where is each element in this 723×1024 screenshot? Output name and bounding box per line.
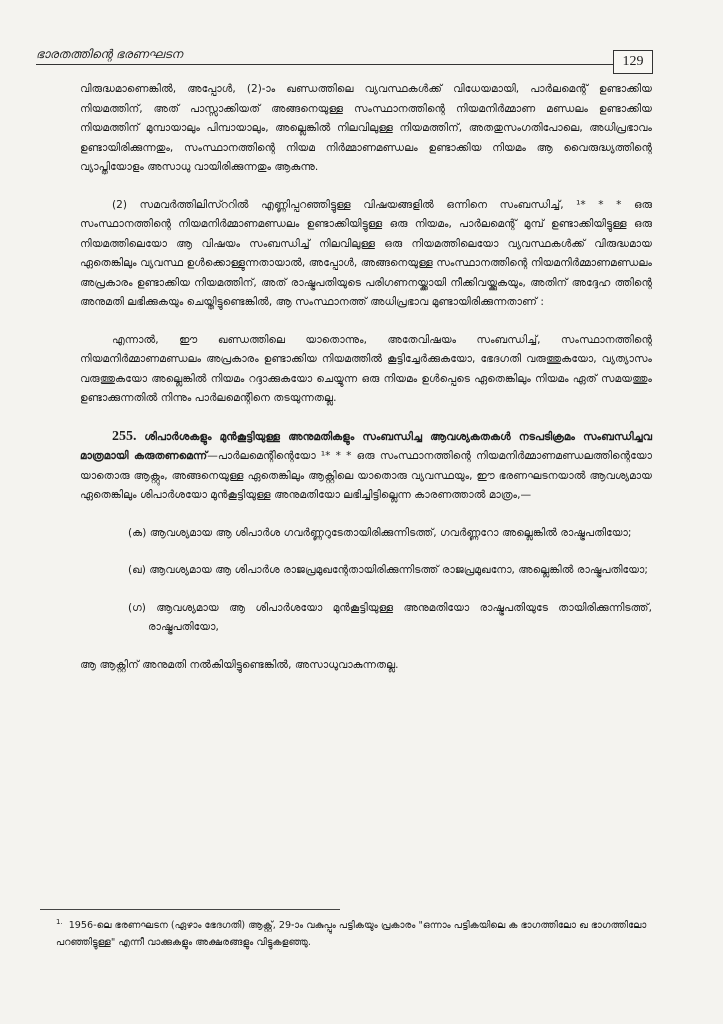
footnote — [56, 914, 654, 951]
condition-label: (ഖ) — [128, 564, 146, 576]
condition-text: ആവശ്യമായ ആ ശിപാർശ ഗവർണ്ണറുടേതായിരിക്കുന്നിടത്ത്, ഗവർണ്ണറോ അല്ലെങ്കിൽ രാഷ്ട്രപതിയോ; — [149, 526, 632, 539]
article-number: 255. — [112, 428, 137, 444]
proviso-paragraph: എന്നാൽ, ഈ ഖണ്ഡത്തിലെ യാതൊന്നും, അതേവിഷയം സംബന്ധിച്ച്, സംസ്ഥാനത്തിന്റെ നിയമനിർമ്മാണമണ്ഡലം അപ്രകാരം ഉണ്ടാക്കിയ നിയമത്തിൽ കൂട്ടിച്ചേർക്കുകയോ, ഭേദഗതി വരുത്തുകയോ, വ്യത്യാസം വരുത്തുകയോ അല്ലെങ്കിൽ നിയമം റദ്ദാക്കുകയോ ചെയ്യുന്ന ഒരു നിയമം ഉൾപ്പെടെ ഏതെങ്കിലും നിയമം ഏത് സമയത്തും ഉണ്ടാക്കുന്നതിൽ നിന്നും പാർലമെന്റിനെ തടയുന്നതല്ല. — [80, 333, 652, 404]
footnote-marker: 1. — [56, 918, 63, 926]
clause-2-text: സമവർത്തിലിസ്ററിൽ എണ്ണിപ്പറഞ്ഞിട്ടുള്ള വിഷയങ്ങളിൽ ഒന്നിനെ സംബന്ധിച്ച്, ¹* * * ഒരു സംസ്ഥാനത്തിന്റെ നിയമനിർമ്മാണമണ്ഡലം ഉണ്ടാക്കിയിട്ടുള്ള ഒരു നിയമം, പാർലമെന്റ് മുമ്പ് ഉണ്ടാക്കിയിട്ടുള്ള ഒരു നിയമത്തിലെയോ ആ വിഷയം സംബന്ധിച്ച് നിലവിലുള്ള ഒരു നിയമത്തിലെയോ വ്യവസ്ഥകൾക്ക് വിരുദ്ധമായ ഏതെങ്കിലും വ്യവസ്ഥ ഉൾക്കൊള്ളുന്നതായാൽ, അപ്പോൾ, അങ്ങനെയുള്ള സംസ്ഥാനത്തിന്റെ നിയമനിർമ്മാണമണ്ഡലം അപ്രകാരം ഉണ്ടാക്കിയ നിയമത്തിന്, അത് രാഷ്ട്രപതിയുടെ പരിഗണനയ്ക്കായി നീക്കിവയ്ക്കുകയും, അതിന് അദ്ദേഹ ത്തിന്റെ അനുമതി ലഭിക്കുകയും ചെയ്തിട്ടുണ്ടെങ്കിൽ, ആ സംസ്ഥാനത്ത് അധിപ്രഭാവ മുണ്ടായിരിക്കുന്നതാണ് : — [80, 198, 652, 308]
clause-number: (2) — [112, 198, 128, 211]
condition-item — [80, 599, 652, 638]
page-body — [80, 80, 652, 693]
condition-label: (ക) — [128, 526, 147, 539]
condition-text: ആവശ്യമായ ആ ശിപാർശയോ മുൻകൂട്ടിയുള്ള അനുമതിയോ രാഷ്ട്രപതിയുടേ തായിരിക്കുന്നിടത്ത്, രാഷ്ട്രപതിയോ, — [148, 601, 652, 633]
header-rule — [36, 64, 628, 65]
article-heading: ശിപാർശകളും മുൻകൂട്ടിയുള്ള അനുമതികളും സംബന്ധിച്ച ആവശ്യകതകൾ നടപടിക്രമം സംബന്ധിച്ചവ മാത്രമായി കരുതണമെന്ന് — [80, 430, 653, 462]
page-number: 129 — [613, 50, 653, 74]
footnote-text: 1956-ലെ ഭരണഘടന (ഏഴാം ഭേദഗതി) ആക്റ്റ്, 29-ാം വകുപ്പും പട്ടികയും പ്രകാരം "ഒന്നാം പട്ടികയിലെ ക ഭാഗത്തിലോ ഖ ഭാഗത്തിലോ പറഞ്ഞിട്ടുള്ള" എന്നീ വാക്കുകളും അക്ഷരങ്ങളും വിട്ടുകളഞ്ഞു. — [56, 920, 647, 949]
closing-line: ആ ആക്റ്റിന് അനുമതി നൽകിയിട്ടുണ്ടെങ്കിൽ, അസാധുവാകുന്നതല്ല. — [80, 658, 399, 671]
footnote-rule — [40, 909, 340, 910]
paragraph-1: വിരുദ്ധമാണെങ്കിൽ, അപ്പോൾ, (2)-ാം ഖണ്ഡത്തിലെ വ്യവസ്ഥകൾക്ക് വിധേയമായി, പാർലമെന്റ് ഉണ്ടാക്കിയ നിയമത്തിന്, അത് പാസ്സാക്കിയത് അങ്ങനെയുള്ള സംസ്ഥാനത്തിന്റെ നിയമനിർമ്മാണ മണ്ഡലം ഉണ്ടാക്കിയ നിയമത്തിന് മുമ്പായാലും പിമ്പായാലും, അല്ലെങ്കിൽ നിലവിലുള്ള നിയമത്തിന്, അതതുസംഗതിപോലെ, അധിപ്രഭാവം ഉണ്ടായിരിക്കുന്നതും, സംസ്ഥാനത്തിന്റെ നിയമ നിർമ്മാണമണ്ഡലം ഉണ്ടാക്കിയ നിയമം ആ വൈരുദ്ധ്യത്തിന്റെ വ്യാപ്തിയോളം അസാധു വായിരിക്കുന്നതും ആകുന്നു. — [80, 83, 652, 173]
condition-item — [80, 561, 652, 581]
running-header-title: ഭാരതത്തിന്റെ ഭരണഘടന — [36, 47, 183, 61]
condition-item — [80, 524, 652, 544]
condition-text: ആവശ്യമായ ആ ശിപാർശ രാജപ്രമുഖന്റേതായിരിക്കുന്നിടത്ത് രാജപ്രമുഖനോ, അല്ലെങ്കിൽ രാഷ്ട്രപതിയോ; — [149, 564, 648, 576]
article-text: —പാർലമെന്റിന്റെയോ ¹* * * ഒരു സംസ്ഥാനത്തിന്റെ നിയമനിർമ്മാണമണ്ഡലത്തിന്റെയോ യാതൊരു ആക്റ്റും, അങ്ങനെയുള്ള ഏതെങ്കിലും ആക്റ്റിലെ യാതൊരു വ്യവസ്ഥയും, ഈ ഭരണഘടനയാൽ ആവശ്യമായ ഏതെങ്കിലും ശിപാർശയോ മുൻകൂട്ടിയുള്ള അനുമതിയോ ലഭിച്ചിട്ടില്ലെന്ന കാരണത്താൽ മാത്രം,— — [80, 450, 653, 501]
article-255 — [80, 427, 652, 506]
paragraph-clause-2 — [80, 196, 652, 313]
condition-label: (ഗ) — [128, 601, 146, 614]
